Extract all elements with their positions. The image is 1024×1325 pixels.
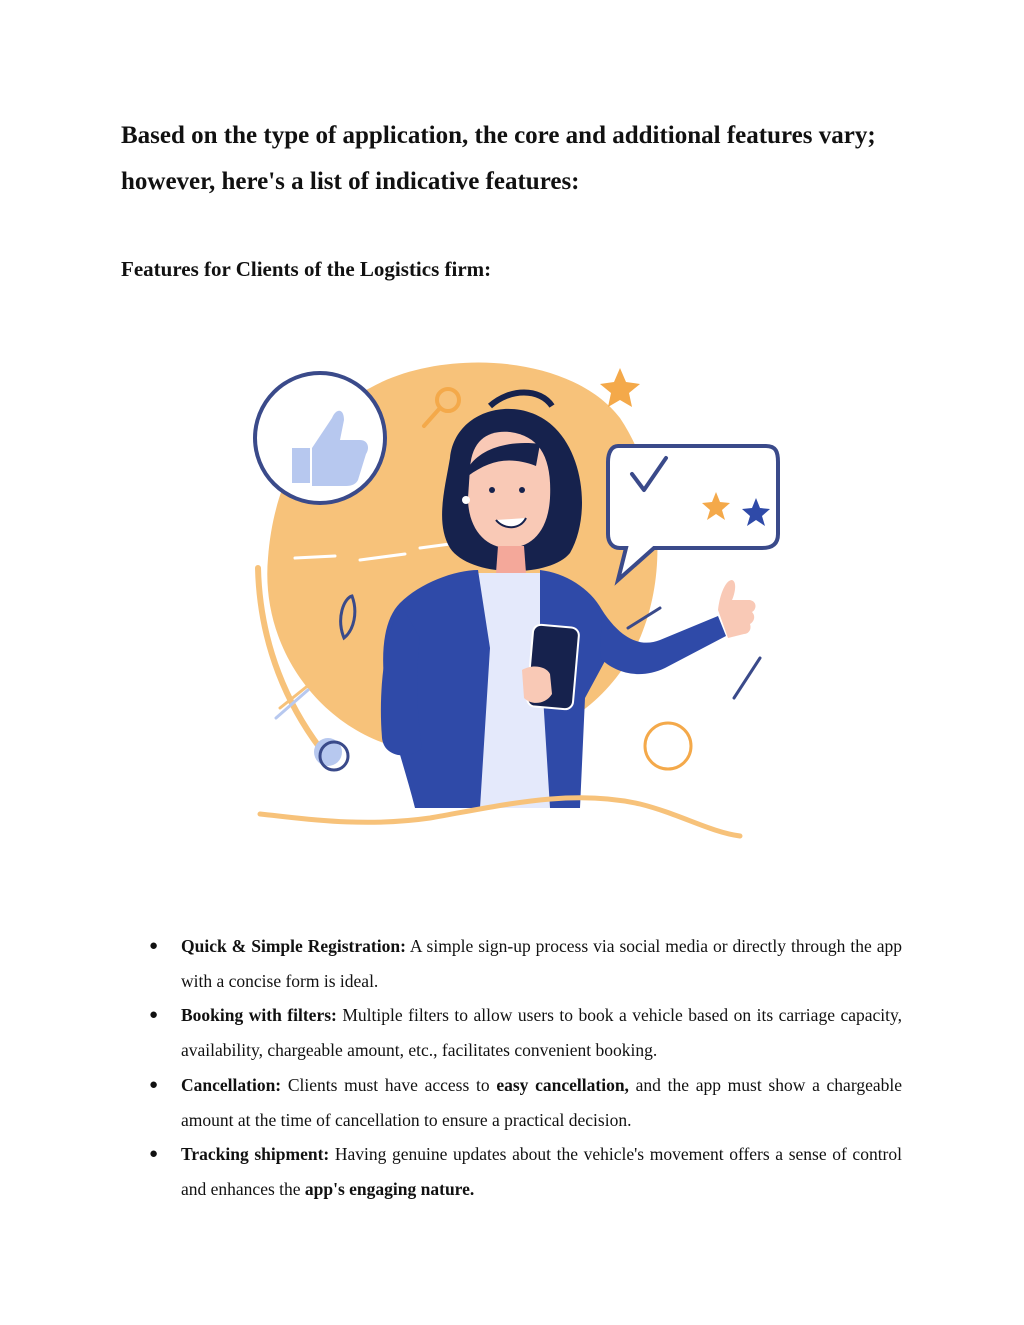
bullet: ● [149,1076,159,1093]
feature-title: Quick & Simple Registration: [181,936,406,956]
list-item [135,998,902,1067]
feature-title: Cancellation: [181,1074,282,1095]
feature-title: Booking with filters: [181,1005,337,1026]
list-item [135,1137,902,1206]
feature-text: and the app must show a chargeable amount at the time of cancellation to ensure a practical decision. [181,1074,902,1130]
bullet: ● [149,1146,159,1163]
feature-text: Having genuine updates about the vehicle's movement offers a sense of control and enhances the [181,1144,902,1199]
feature-emphasis: easy cancellation, [496,1074,629,1095]
page-heading: Based on the type of application, the core and additional features vary; however, here's a list of indicative features: [121,122,876,195]
feature-list [135,929,902,1207]
feature-emphasis: app's engaging nature. [304,1178,475,1199]
feature-text: Clients must have access to [281,1074,497,1095]
list-item [135,1068,902,1137]
speech-bubble [608,446,778,580]
feature-text: Multiple filters to allow users to book a vehicle based on its carriage capacity, availability, chargeable amount, etc., facilitates convenient booking. [181,1005,902,1061]
list-item [135,929,902,998]
bullet: ● [149,1007,159,1024]
feature-title: Tracking shipment: [181,1144,330,1165]
section-subheading: Features for Clients of the Logistics firm: [121,257,492,281]
bullet: ● [149,938,159,954]
star-icon [600,368,640,407]
feature-text: A simple sign-up process via social media or directly through the app with a concise form is ideal. [181,936,902,991]
thumbs-up-icon [255,373,385,503]
woman-with-phone-illustration [240,348,780,848]
ground-wave [260,798,740,836]
decor-ring [645,723,691,769]
